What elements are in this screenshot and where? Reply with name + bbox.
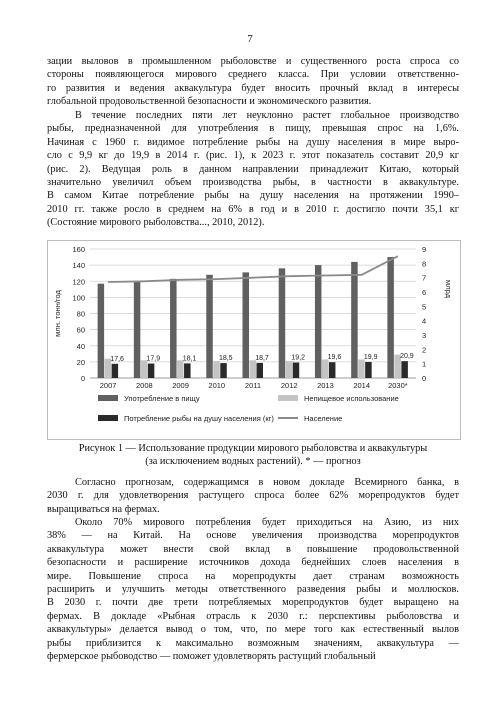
- bar-food: [170, 279, 177, 378]
- legend-label: Потребление рыбы на душу населения (кг): [124, 414, 274, 423]
- paragraph-2: [47, 109, 459, 230]
- bar-nonfood: [141, 360, 148, 378]
- data-label: 19,2: [291, 354, 306, 362]
- y-tick-label: 100: [72, 293, 85, 303]
- x-tick-label: 2009: [172, 381, 189, 390]
- y2-tick-label: 1: [422, 359, 427, 369]
- y-tick-label: 60: [76, 325, 85, 335]
- paragraph-3: [47, 476, 459, 516]
- text-line: (рис. 2). Ведущая роль в данном направлении принадлежит Китаю, который: [47, 163, 459, 175]
- data-label: 18,5: [218, 355, 233, 363]
- bar-per-capita: [329, 362, 336, 378]
- x-tick-label: 2010: [208, 381, 226, 390]
- x-tick-label: 2030*: [388, 381, 408, 390]
- paragraph-1: [47, 55, 459, 109]
- bar-food: [243, 272, 250, 378]
- bar-food: [134, 281, 141, 378]
- data-label: 18,1: [182, 355, 197, 363]
- data-label: 18,7: [255, 354, 269, 362]
- bar-food: [315, 265, 322, 378]
- text-line: глобальной продовольственной безопасности и экономического развития.: [47, 96, 372, 108]
- bar-nonfood: [213, 361, 220, 378]
- legend-swatch: [98, 415, 118, 421]
- bar-per-capita: [112, 364, 119, 378]
- text-line: сло с 9,9 кг до 19,9 в 2014 г. (рис. 1), к 2023 г. этот показатель составит 20,9 кг: [47, 150, 459, 162]
- text-line: мире. Повышение спроса на морепродукты дает странам возможность: [47, 570, 459, 582]
- bar-nonfood: [177, 360, 184, 378]
- x-tick-label: 2011: [244, 381, 262, 390]
- bar-food: [206, 275, 213, 378]
- bar-per-capita: [220, 363, 227, 378]
- y-tick-label: 0: [80, 374, 85, 383]
- y-axis-label: млн. тонн/год: [53, 290, 62, 337]
- y2-tick-label: 8: [422, 259, 427, 269]
- y-tick-label: 20: [76, 357, 85, 367]
- text-line: аквакультуры» делается вывод о том, что, по мере того как естественный вылов: [47, 624, 459, 636]
- text-line: Около 70% мирового потребления будет приходиться на Азию, из них: [75, 517, 459, 528]
- y2-tick-label: 2: [422, 345, 427, 355]
- x-tick-label: 2008: [135, 381, 153, 390]
- data-label: 17,6: [110, 355, 124, 363]
- x-tick-label: 2012: [280, 381, 298, 390]
- text-line: (Состояние мирового рыболовства..., 2010, 2012).: [47, 217, 265, 229]
- bar-nonfood: [250, 360, 257, 378]
- text-line: В течение последних пяти лет неуклонно растет глобальное производство: [75, 110, 459, 121]
- data-label: 20,9: [400, 353, 414, 361]
- bar-per-capita: [257, 363, 264, 378]
- legend-swatch: [278, 395, 298, 401]
- y-tick-label: 140: [72, 261, 85, 271]
- text-line: аквакультура может внести свой вклад в повышение продовольственной: [47, 543, 459, 555]
- text-line: 2010 гг. также росло в среднем на 6% в год и в 2010 г. достигло почти 35,1 кг: [47, 203, 459, 215]
- y-tick-label: 160: [72, 245, 85, 254]
- text-line: зации выловов в промышленном рыболовстве и существенного роста спроса со: [47, 56, 459, 67]
- text-line: расширить и улучшить методы ответственного разведения рыбы и моллюсков.: [47, 584, 459, 596]
- y2-tick-label: 5: [422, 302, 427, 312]
- page-number: 7: [247, 33, 253, 45]
- data-label: 19,6: [327, 354, 342, 362]
- text-line: стороны появляющегося мирового среднего класса. При условии ответственно-: [47, 69, 459, 81]
- y2-tick-label: 4: [422, 316, 427, 326]
- y2-tick-label: 0: [422, 374, 427, 383]
- text-line: В самом Китае потребление рыбы на душу населения на протяжении 1990–: [47, 190, 459, 202]
- bar-per-capita: [365, 362, 372, 378]
- text-line: значительно увеличил объем производства рыбы, в частности в аквакультуре.: [47, 177, 459, 189]
- y2-axis-label: млрд: [444, 280, 453, 298]
- data-label: 19,9: [363, 353, 378, 361]
- bar-food: [98, 284, 105, 378]
- text-line: 2030 г. для удовлетворения растущего спроса более 62% морепродуктов будет: [47, 490, 459, 502]
- y-tick-label: 80: [76, 309, 85, 319]
- text-line: выращиваться на фермах.: [47, 503, 160, 515]
- data-label: 17,9: [146, 355, 161, 363]
- legend-label: Непищевое использование: [304, 394, 399, 403]
- bar-food: [351, 262, 358, 378]
- caption-line-1: Рисунок 1 — Использование продукции мирового рыболовства и аквакультуры: [78, 443, 428, 454]
- text-line: Согласно прогнозам, содержащимся в новом докладе Всемирного банка, в: [75, 477, 459, 488]
- y-tick-label: 40: [76, 341, 85, 351]
- caption-line-2: (за исключением водных растений). * — прогноз: [145, 456, 361, 468]
- legend-label: Употребление в пищу: [124, 394, 200, 403]
- y2-tick-label: 6: [422, 288, 427, 297]
- text-line: 38% — на Китай. На основе увеличения производства морепродуктов: [47, 530, 459, 542]
- y2-tick-label: 3: [422, 331, 427, 340]
- bar-per-capita: [401, 361, 408, 378]
- text-line: фермах. В докладе «Рыбная отрасль к 2030 г.: перспективы рыболовства и: [47, 610, 459, 622]
- text-line: рыбы, предназначенной для употребления в пищу, превышая спрос на 1,6%.: [47, 123, 459, 135]
- bar-nonfood: [286, 361, 293, 378]
- text-line: безопасности и расширение источников дохода беднейших слоев населения в: [47, 557, 459, 569]
- y2-tick-label: 7: [422, 273, 427, 283]
- bar-nonfood: [322, 359, 329, 378]
- figure-caption: [47, 442, 459, 469]
- text-line: фермерское рыбоводство — поможет удовлетворять растущий глобальный: [47, 651, 376, 663]
- legend-label: Население: [304, 414, 343, 423]
- text-line: Начиная с 1960 г. видимое потребление рыбы на душу населения в мире выро-: [47, 136, 459, 148]
- text-line: рыбы приблизится к максимально возможным значениям, аквакультура —: [47, 637, 459, 649]
- chart-svg: [48, 241, 460, 439]
- bar-per-capita: [293, 363, 300, 378]
- x-tick-label: 2013: [317, 381, 334, 390]
- text-line: го развития и ведения аквакультура будет вносить прочный вклад в интересы: [47, 82, 459, 94]
- bar-per-capita: [148, 364, 155, 378]
- y2-tick-label: 9: [422, 245, 427, 254]
- bar-per-capita: [184, 363, 191, 378]
- x-tick-label: 2014: [353, 381, 371, 390]
- bar-nonfood: [358, 359, 365, 378]
- bar-food: [279, 268, 286, 378]
- y-tick-label: 120: [72, 277, 85, 287]
- legend-swatch: [98, 395, 118, 401]
- x-tick-label: 2007: [99, 381, 117, 390]
- paragraph-4: [47, 516, 459, 663]
- bar-food: [387, 257, 394, 378]
- text-line: В 2030 г. почти две трети потребляемых морепродуктов будет выращено на: [47, 597, 459, 609]
- figure-1-chart: [47, 240, 461, 440]
